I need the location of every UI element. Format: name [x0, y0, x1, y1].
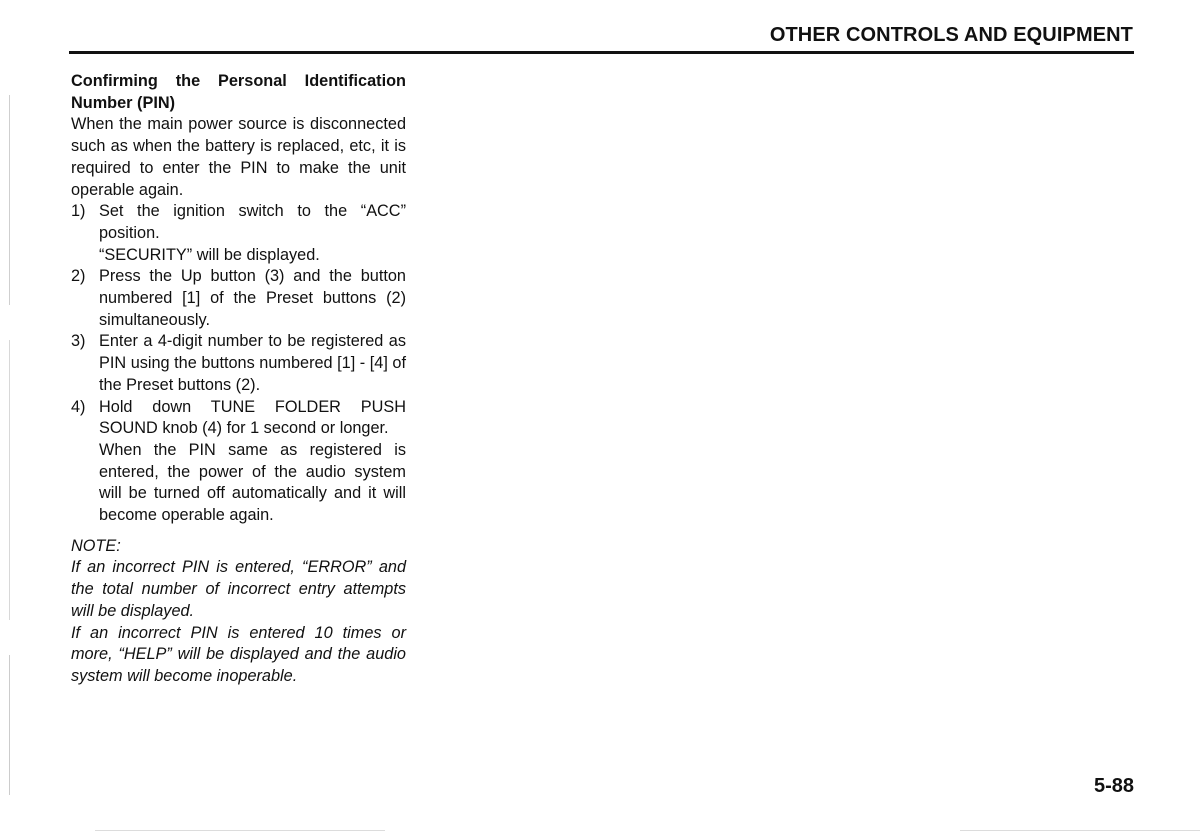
step-item	[71, 397, 406, 527]
step-item	[71, 266, 406, 331]
step-body	[99, 397, 406, 527]
section-heading: Confirming the Personal Identification Number (PIN)	[71, 72, 406, 112]
step-result: “SECURITY” will be displayed.	[99, 245, 320, 264]
step-text: Hold down TUNE FOLDER PUSH SOUND knob (4) for 1 second or longer.	[99, 397, 406, 438]
step-result: When the PIN same as registered is entered, the power of the audio system will be turned off automatically and it will become operable again.	[99, 440, 406, 525]
step-body	[99, 331, 406, 396]
section-title: OTHER CONTROLS AND EQUIPMENT	[769, 24, 1133, 46]
step-body	[99, 201, 406, 266]
main-content	[71, 71, 406, 688]
note-paragraph: If an incorrect PIN is entered, “ERROR” and the total number of incorrect entry attempts will be displayed.	[71, 558, 406, 620]
step-text: Enter a 4-digit number to be registered as PIN using the buttons numbered [1] - [4] of the Preset buttons (2).	[99, 332, 406, 394]
step-item	[71, 201, 406, 266]
intro-paragraph: When the main power source is disconnected such as when the battery is replaced, etc, it is required to enter the PIN to make the unit operable again.	[71, 115, 406, 199]
scan-edge-line	[9, 95, 10, 795]
note-label: NOTE:	[71, 536, 121, 555]
step-text: Press the Up button (3) and the button numbered [1] of the Preset buttons (2) simultaneously.	[99, 267, 406, 329]
step-text: Set the ignition switch to the “ACC” position.	[99, 202, 406, 242]
step-number: 3)	[71, 332, 86, 351]
step-number: 2)	[71, 267, 86, 286]
note-block	[71, 536, 406, 688]
note-paragraph: If an incorrect PIN is entered 10 times or more, “HELP” will be displayed and the audio system will become inoperable.	[71, 623, 406, 685]
step-item	[71, 331, 406, 396]
scan-bottom-line	[960, 830, 1200, 831]
scan-bottom-line	[95, 830, 385, 831]
page-number: 5-88	[1093, 775, 1134, 797]
header-divider	[69, 51, 1134, 54]
step-body	[99, 266, 406, 331]
step-number: 1)	[71, 202, 86, 221]
steps-list	[71, 201, 406, 527]
step-number: 4)	[71, 397, 86, 416]
